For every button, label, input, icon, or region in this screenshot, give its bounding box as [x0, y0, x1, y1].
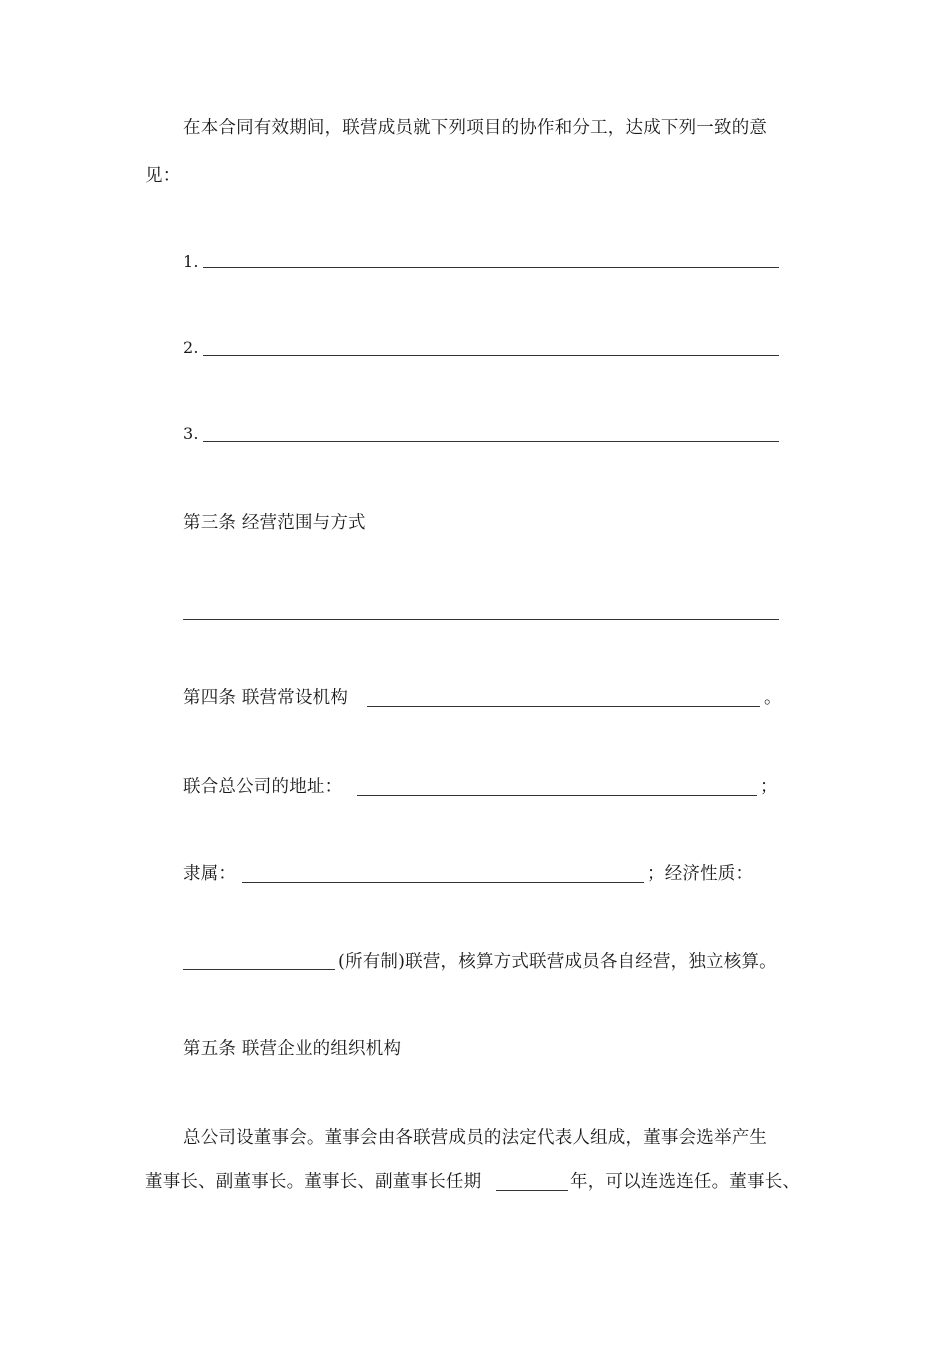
item-3-label: 3.	[183, 424, 199, 443]
article-4-end: 。	[764, 688, 782, 708]
board-paragraph-line-1: 总公司设董事会。董事会由各联营成员的法定代表人组成，董事会选举产生	[183, 1128, 768, 1148]
article-3-title: 第三条 经营范围与方式	[183, 513, 366, 533]
item-2	[183, 336, 848, 360]
address-end: ；	[760, 777, 778, 797]
address-label: 联合总公司的地址：	[183, 777, 343, 797]
article-3-blank	[183, 619, 779, 620]
item-3-blank	[203, 441, 779, 442]
affiliation-blank	[242, 882, 644, 883]
item-2-blank	[203, 355, 779, 356]
item-2-label: 2.	[183, 338, 199, 357]
address-blank	[357, 795, 757, 796]
article-4-title: 第四条 联营常设机构	[183, 688, 349, 708]
item-1-blank	[203, 267, 779, 268]
item-1	[183, 250, 848, 274]
board-paragraph-line-2b: 年，可以连选连任。董事长、	[570, 1172, 801, 1192]
term-years-blank	[496, 1190, 568, 1191]
intro-paragraph-line-2: 见：	[145, 166, 181, 186]
affiliation-label: 隶属：	[183, 864, 237, 884]
board-paragraph-line-2a: 董事长、副董事长。董事长、副董事长任期	[145, 1172, 482, 1192]
ownership-blank	[183, 969, 335, 970]
item-3	[183, 422, 848, 446]
intro-paragraph-line-1: 在本合同有效期间，联营成员就下列项目的协作和分工，达成下列一致的意	[183, 118, 768, 138]
economic-nature-label: ；经济性质：	[647, 864, 754, 884]
article-5-title: 第五条 联营企业的组织机构	[183, 1039, 402, 1059]
ownership-text: (所有制)联营，核算方式联营成员各自经营，独立核算。	[338, 952, 777, 972]
item-1-label: 1.	[183, 252, 199, 271]
article-4-blank	[367, 706, 760, 707]
